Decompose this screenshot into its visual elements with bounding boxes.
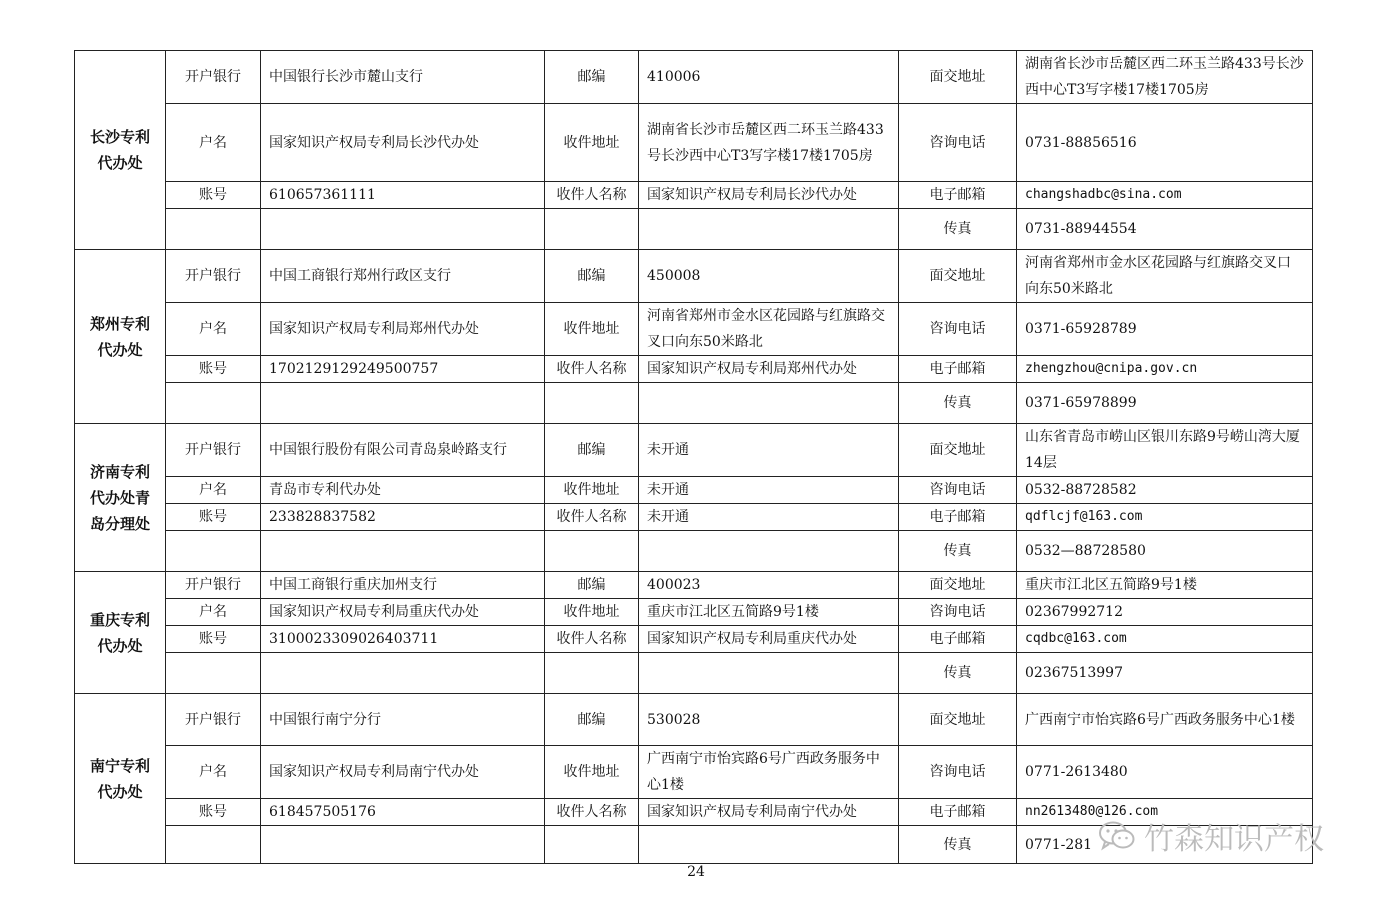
mail-address-value: 广西南宁市怡宾路6号广西政务服务中心1楼 — [639, 746, 899, 799]
postcode-value: 530028 — [639, 694, 899, 746]
recipient-label: 收件人名称 — [545, 626, 639, 653]
email-label: 电子邮箱 — [899, 799, 1017, 826]
visit-address-label: 面交地址 — [899, 51, 1017, 104]
empty-cell — [639, 653, 899, 694]
office-row-account-no — [75, 356, 1313, 383]
empty-cell — [639, 383, 899, 424]
patent-offices-table — [74, 50, 1313, 864]
email-value: nn2613480@126.com — [1017, 799, 1313, 826]
account-name-label: 户名 — [166, 746, 261, 799]
phone-value: 02367992712 — [1017, 599, 1313, 626]
office-row-bank — [75, 250, 1313, 303]
phone-value: 0771-2613480 — [1017, 746, 1313, 799]
email-value: cqdbc@163.com — [1017, 626, 1313, 653]
account-name-value: 青岛市专利代办处 — [261, 477, 545, 504]
recipient-value: 国家知识产权局专利局长沙代办处 — [639, 182, 899, 209]
recipient-value: 未开通 — [639, 504, 899, 531]
bank-label: 开户银行 — [166, 572, 261, 599]
mail-address-value: 未开通 — [639, 477, 899, 504]
empty-cell — [545, 653, 639, 694]
office-row-fax — [75, 209, 1313, 250]
fax-value: 0771-281 — [1017, 826, 1313, 864]
watermark — [1098, 816, 1324, 856]
mail-address-value: 湖南省长沙市岳麓区西二环玉兰路433号长沙西中心T3写字楼17楼1705房 — [639, 104, 899, 182]
bank-label: 开户银行 — [166, 424, 261, 477]
office-row-account-name — [75, 599, 1313, 626]
empty-cell — [261, 209, 545, 250]
office-row-bank — [75, 572, 1313, 599]
bank-value: 中国银行南宁分行 — [261, 694, 545, 746]
postcode-value: 410006 — [639, 51, 899, 104]
empty-cell — [166, 531, 261, 572]
empty-cell — [166, 653, 261, 694]
office-name: 济南专利代办处青岛分理处 — [75, 424, 166, 572]
empty-cell — [639, 531, 899, 572]
fax-value: 0371-65978899 — [1017, 383, 1313, 424]
empty-cell — [261, 383, 545, 424]
empty-cell — [261, 653, 545, 694]
office-row-bank — [75, 51, 1313, 104]
empty-cell — [545, 383, 639, 424]
bank-label: 开户银行 — [166, 51, 261, 104]
account-name-value: 国家知识产权局专利局重庆代办处 — [261, 599, 545, 626]
office-row-account-name — [75, 303, 1313, 356]
visit-address-label: 面交地址 — [899, 424, 1017, 477]
recipient-label: 收件人名称 — [545, 504, 639, 531]
account-name-label: 户名 — [166, 104, 261, 182]
fax-label: 传真 — [899, 653, 1017, 694]
email-value: qdflcjf@163.com — [1017, 504, 1313, 531]
office-name: 郑州专利代办处 — [75, 250, 166, 424]
recipient-value: 国家知识产权局专利局郑州代办处 — [639, 356, 899, 383]
recipient-label: 收件人名称 — [545, 356, 639, 383]
account-no-label: 账号 — [166, 182, 261, 209]
visit-address-value: 广西南宁市怡宾路6号广西政务服务中心1楼 — [1017, 694, 1313, 746]
fax-label: 传真 — [899, 209, 1017, 250]
office-name: 南宁专利代办处 — [75, 694, 166, 864]
office-row-account-no — [75, 182, 1313, 209]
mail-address-label: 收件地址 — [545, 746, 639, 799]
empty-cell — [166, 383, 261, 424]
office-row-account-no — [75, 626, 1313, 653]
phone-value: 0731-88856516 — [1017, 104, 1313, 182]
fax-label: 传真 — [899, 531, 1017, 572]
office-row-account-name — [75, 477, 1313, 504]
recipient-label: 收件人名称 — [545, 799, 639, 826]
phone-value: 0371-65928789 — [1017, 303, 1313, 356]
empty-cell — [166, 209, 261, 250]
visit-address-label: 面交地址 — [899, 694, 1017, 746]
email-label: 电子邮箱 — [899, 182, 1017, 209]
account-no-value: 618457505176 — [261, 799, 545, 826]
empty-cell — [261, 531, 545, 572]
office-row-bank — [75, 694, 1313, 746]
empty-cell — [639, 826, 899, 864]
watermark-text: 竹森知识产权 — [1144, 822, 1324, 857]
postcode-label: 邮编 — [545, 250, 639, 303]
account-name-label: 户名 — [166, 599, 261, 626]
bank-value: 中国工商银行重庆加州支行 — [261, 572, 545, 599]
postcode-label: 邮编 — [545, 694, 639, 746]
account-no-value: 3100023309026403711 — [261, 626, 545, 653]
bank-label: 开户银行 — [166, 694, 261, 746]
account-name-value: 国家知识产权局专利局长沙代办处 — [261, 104, 545, 182]
page-number: 24 — [687, 864, 705, 880]
phone-label: 咨询电话 — [899, 746, 1017, 799]
account-no-label: 账号 — [166, 626, 261, 653]
fax-label: 传真 — [899, 383, 1017, 424]
account-no-label: 账号 — [166, 504, 261, 531]
fax-value: 02367513997 — [1017, 653, 1313, 694]
visit-address-value: 河南省郑州市金水区花园路与红旗路交叉口向东50米路北 — [1017, 250, 1313, 303]
email-value: zhengzhou@cnipa.gov.cn — [1017, 356, 1313, 383]
bank-value: 中国工商银行郑州行政区支行 — [261, 250, 545, 303]
empty-cell — [545, 531, 639, 572]
postcode-value: 未开通 — [639, 424, 899, 477]
postcode-label: 邮编 — [545, 572, 639, 599]
account-no-value: 610657361111 — [261, 182, 545, 209]
account-name-label: 户名 — [166, 477, 261, 504]
fax-value: 0731-88944554 — [1017, 209, 1313, 250]
recipient-value: 国家知识产权局专利局重庆代办处 — [639, 626, 899, 653]
mail-address-value: 河南省郑州市金水区花园路与红旗路交叉口向东50米路北 — [639, 303, 899, 356]
recipient-label: 收件人名称 — [545, 182, 639, 209]
fax-label: 传真 — [899, 826, 1017, 864]
empty-cell — [166, 826, 261, 864]
empty-cell — [545, 826, 639, 864]
postcode-label: 邮编 — [545, 51, 639, 104]
phone-label: 咨询电话 — [899, 599, 1017, 626]
office-row-fax — [75, 653, 1313, 694]
mail-address-label: 收件地址 — [545, 104, 639, 182]
phone-label: 咨询电话 — [899, 104, 1017, 182]
bank-value: 中国银行长沙市麓山支行 — [261, 51, 545, 104]
recipient-value: 国家知识产权局专利局南宁代办处 — [639, 799, 899, 826]
office-row-account-no — [75, 504, 1313, 531]
office-row-account-name — [75, 746, 1313, 799]
bank-value: 中国银行股份有限公司青岛泉岭路支行 — [261, 424, 545, 477]
email-label: 电子邮箱 — [899, 504, 1017, 531]
postcode-value: 450008 — [639, 250, 899, 303]
office-row-fax — [75, 531, 1313, 572]
empty-cell — [545, 209, 639, 250]
visit-address-value: 山东省青岛市崂山区银川东路9号崂山湾大厦14层 — [1017, 424, 1313, 477]
account-name-value: 国家知识产权局专利局郑州代办处 — [261, 303, 545, 356]
mail-address-label: 收件地址 — [545, 303, 639, 356]
account-no-value: 1702129129249500757 — [261, 356, 545, 383]
phone-label: 咨询电话 — [899, 303, 1017, 356]
email-value: changshadbc@sina.com — [1017, 182, 1313, 209]
phone-value: 0532-88728582 — [1017, 477, 1313, 504]
office-name: 重庆专利代办处 — [75, 572, 166, 694]
office-row-account-name — [75, 104, 1313, 182]
office-row-fax — [75, 383, 1313, 424]
email-label: 电子邮箱 — [899, 626, 1017, 653]
office-row-bank — [75, 424, 1313, 477]
phone-label: 咨询电话 — [899, 477, 1017, 504]
visit-address-label: 面交地址 — [899, 572, 1017, 599]
mail-address-label: 收件地址 — [545, 477, 639, 504]
mail-address-label: 收件地址 — [545, 599, 639, 626]
office-name: 长沙专利代办处 — [75, 51, 166, 250]
postcode-value: 400023 — [639, 572, 899, 599]
account-no-label: 账号 — [166, 799, 261, 826]
visit-address-value: 湖南省长沙市岳麓区西二环玉兰路433号长沙西中心T3写字楼17楼1705房 — [1017, 51, 1313, 104]
visit-address-label: 面交地址 — [899, 250, 1017, 303]
empty-cell — [261, 826, 545, 864]
account-no-label: 账号 — [166, 356, 261, 383]
empty-cell — [639, 209, 899, 250]
visit-address-value: 重庆市江北区五简路9号1楼 — [1017, 572, 1313, 599]
postcode-label: 邮编 — [545, 424, 639, 477]
wechat-icon — [1098, 820, 1136, 852]
account-name-value: 国家知识产权局专利局南宁代办处 — [261, 746, 545, 799]
account-name-label: 户名 — [166, 303, 261, 356]
fax-value: 0532—88728580 — [1017, 531, 1313, 572]
email-label: 电子邮箱 — [899, 356, 1017, 383]
bank-label: 开户银行 — [166, 250, 261, 303]
mail-address-value: 重庆市江北区五简路9号1楼 — [639, 599, 899, 626]
account-no-value: 233828837582 — [261, 504, 545, 531]
